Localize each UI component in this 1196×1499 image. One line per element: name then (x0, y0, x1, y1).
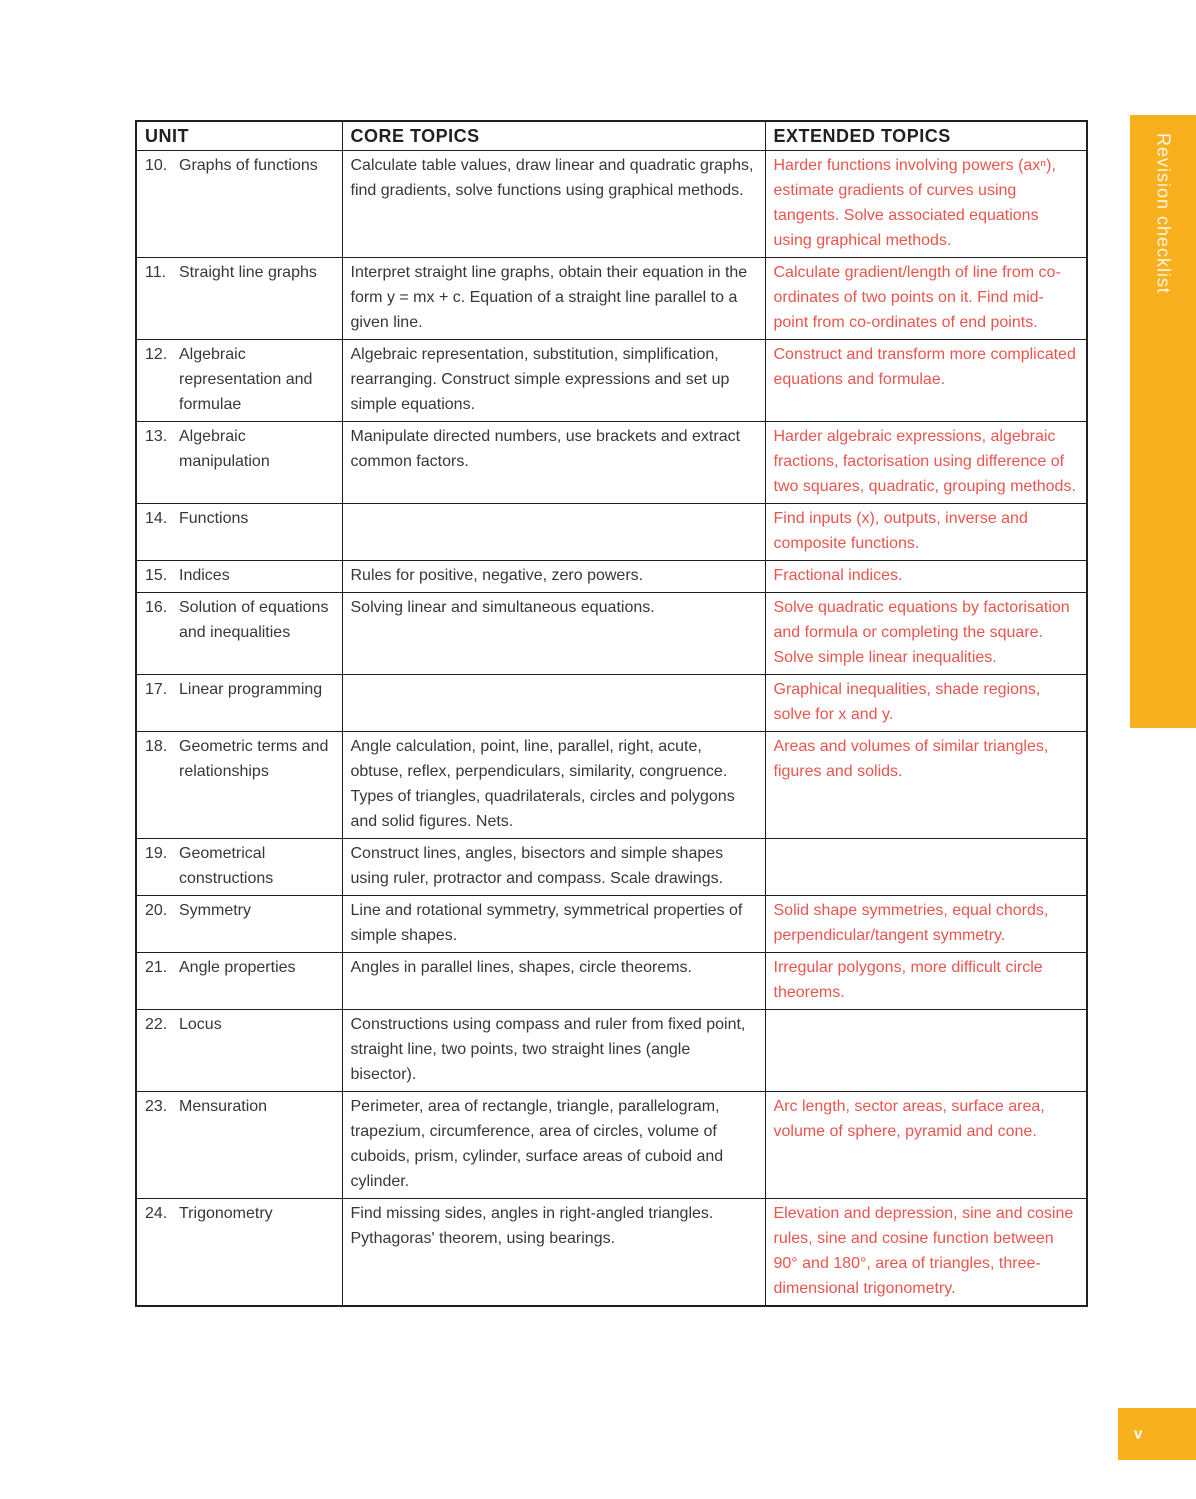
table-row (136, 1199, 1087, 1307)
table-row (136, 422, 1087, 504)
table-row (136, 732, 1087, 839)
unit-number: 14. (145, 510, 168, 527)
revision-checklist-table (135, 120, 1088, 1307)
extended-topics-cell: Harder algebraic expressions, algebraic fractions, factorisation using difference of two squares, quadratic, grouping methods. (765, 422, 1087, 504)
unit-number: 23. (145, 1098, 168, 1115)
core-topics-cell: Find missing sides, angles in right-angled triangles. Pythagoras' theorem, using bearings. (342, 1199, 765, 1307)
unit-entry (145, 734, 334, 784)
core-topics-cell: Calculate table values, draw linear and quadratic graphs, find gradients, solve functions using graphical methods. (342, 151, 765, 258)
core-topics-cell: Angle calculation, point, line, parallel, right, acute, obtuse, reflex, perpendiculars, similarity, congruence. Types of triangles, quadrilaterals, circles and polygons and solid figures. Nets. (342, 732, 765, 839)
unit-column-header: UNIT (136, 121, 342, 151)
extended-topics-cell: Solve quadratic equations by factorisation and formula or completing the square. Solve simple linear inequalities. (765, 593, 1087, 675)
chapter-tab-label: Revision checklist (1153, 133, 1174, 295)
page-number-tab (1118, 1408, 1196, 1460)
extended-topics-cell: Calculate gradient/length of line from co-ordinates of two points on it. Find mid-point from co-ordinates of end points. (765, 258, 1087, 340)
core-topics-cell: Line and rotational symmetry, symmetrical properties of simple shapes. (342, 896, 765, 953)
unit-number: 15. (145, 567, 168, 584)
unit-name: Indices (179, 567, 230, 584)
core-topics-cell (342, 675, 765, 732)
unit-cell (136, 151, 342, 258)
unit-cell (136, 593, 342, 675)
unit-number: 13. (145, 428, 168, 445)
unit-entry (145, 1012, 334, 1037)
unit-cell (136, 504, 342, 561)
core-topics-cell: Constructions using compass and ruler from fixed point, straight line, two points, two straight lines (angle bisector). (342, 1010, 765, 1092)
unit-cell (136, 953, 342, 1010)
table-row (136, 675, 1087, 732)
unit-entry (145, 563, 334, 588)
unit-cell (136, 340, 342, 422)
extended-topics-cell: Elevation and depression, sine and cosine rules, sine and cosine function between 90° and 180°, area of triangles, three-dimensional trigonometry. (765, 1199, 1087, 1307)
table-row (136, 504, 1087, 561)
unit-number: 19. (145, 845, 168, 862)
table-row (136, 1092, 1087, 1199)
unit-name: Algebraic representation and formulae (179, 346, 313, 413)
unit-entry (145, 595, 334, 645)
table-header (136, 121, 1087, 151)
unit-name: Symmetry (179, 902, 251, 919)
unit-name: Solution of equations and inequalities (179, 599, 329, 641)
extended-topics-cell: Fractional indices. (765, 561, 1087, 593)
extended-topics-cell: Graphical inequalities, shade regions, solve for x and y. (765, 675, 1087, 732)
unit-cell (136, 1199, 342, 1307)
chapter-tab (1130, 115, 1196, 728)
unit-entry (145, 260, 334, 285)
table-row (136, 896, 1087, 953)
core-topics-cell: Rules for positive, negative, zero powers. (342, 561, 765, 593)
unit-entry (145, 342, 334, 417)
core-topics-cell: Solving linear and simultaneous equations. (342, 593, 765, 675)
unit-entry (145, 153, 334, 178)
unit-entry (145, 1094, 334, 1119)
unit-number: 24. (145, 1205, 168, 1222)
unit-number: 18. (145, 738, 168, 755)
core-topics-cell: Construct lines, angles, bisectors and simple shapes using ruler, protractor and compass. Scale drawings. (342, 839, 765, 896)
unit-number: 21. (145, 959, 168, 976)
unit-name: Straight line graphs (179, 264, 317, 281)
header-row (136, 121, 1087, 151)
unit-cell (136, 732, 342, 839)
page-number: v (1134, 1425, 1143, 1443)
extended-topics-cell: Areas and volumes of similar triangles, figures and solids. (765, 732, 1087, 839)
core-topics-column-header: CORE TOPICS (342, 121, 765, 151)
unit-cell (136, 896, 342, 953)
extended-topics-cell: Solid shape symmetries, equal chords, perpendicular/tangent symmetry. (765, 896, 1087, 953)
unit-name: Functions (179, 510, 249, 527)
unit-entry (145, 841, 334, 891)
unit-name: Angle properties (179, 959, 296, 976)
table-row (136, 340, 1087, 422)
table-row (136, 593, 1087, 675)
unit-entry (145, 677, 334, 702)
core-topics-cell: Manipulate directed numbers, use brackets and extract common factors. (342, 422, 765, 504)
unit-number: 16. (145, 599, 168, 616)
unit-name: Trigonometry (179, 1205, 273, 1222)
unit-number: 17. (145, 681, 168, 698)
core-topics-cell: Interpret straight line graphs, obtain their equation in the form y = mx + c. Equation of a straight line parallel to a given line. (342, 258, 765, 340)
unit-number: 10. (145, 157, 168, 174)
unit-entry (145, 424, 334, 474)
unit-cell (136, 258, 342, 340)
unit-cell (136, 422, 342, 504)
unit-entry (145, 898, 334, 923)
extended-topics-cell: Find inputs (x), outputs, inverse and composite functions. (765, 504, 1087, 561)
unit-number: 22. (145, 1016, 168, 1033)
core-topics-cell (342, 504, 765, 561)
table-row (136, 953, 1087, 1010)
unit-name: Graphs of functions (179, 157, 318, 174)
unit-number: 20. (145, 902, 168, 919)
table-row (136, 258, 1087, 340)
extended-topics-cell: Construct and transform more complicated equations and formulae. (765, 340, 1087, 422)
unit-cell (136, 1010, 342, 1092)
unit-name: Geometrical constructions (179, 845, 274, 887)
table-body (136, 151, 1087, 1307)
unit-cell (136, 1092, 342, 1199)
unit-number: 11. (145, 264, 167, 281)
extended-topics-cell (765, 1010, 1087, 1092)
core-topics-cell: Perimeter, area of rectangle, triangle, parallelogram, trapezium, circumference, area of circles, volume of cuboids, prism, cylinder, surface areas of cuboid and cylinder. (342, 1092, 765, 1199)
unit-cell (136, 839, 342, 896)
unit-entry (145, 506, 334, 531)
unit-cell (136, 561, 342, 593)
extended-topics-cell: Harder functions involving powers (axⁿ), estimate gradients of curves using tangents. Solve associated equations using graphical methods. (765, 151, 1087, 258)
extended-topics-column-header: EXTENDED TOPICS (765, 121, 1087, 151)
extended-topics-cell (765, 839, 1087, 896)
table-row (136, 1010, 1087, 1092)
unit-cell (136, 675, 342, 732)
core-topics-cell: Angles in parallel lines, shapes, circle theorems. (342, 953, 765, 1010)
unit-name: Algebraic manipulation (179, 428, 270, 470)
table-row (136, 839, 1087, 896)
unit-name: Linear programming (179, 681, 323, 698)
unit-number: 12. (145, 346, 168, 363)
core-topics-cell: Algebraic representation, substitution, simplification, rearranging. Construct simple expressions and set up simple equations. (342, 340, 765, 422)
unit-name: Locus (179, 1016, 222, 1033)
table-row (136, 151, 1087, 258)
extended-topics-cell: Irregular polygons, more difficult circle theorems. (765, 953, 1087, 1010)
table-row (136, 561, 1087, 593)
unit-entry (145, 955, 334, 980)
unit-name: Mensuration (179, 1098, 268, 1115)
extended-topics-cell: Arc length, sector areas, surface area, volume of sphere, pyramid and cone. (765, 1092, 1087, 1199)
unit-entry (145, 1201, 334, 1226)
unit-name: Geometric terms and relationships (179, 738, 329, 780)
